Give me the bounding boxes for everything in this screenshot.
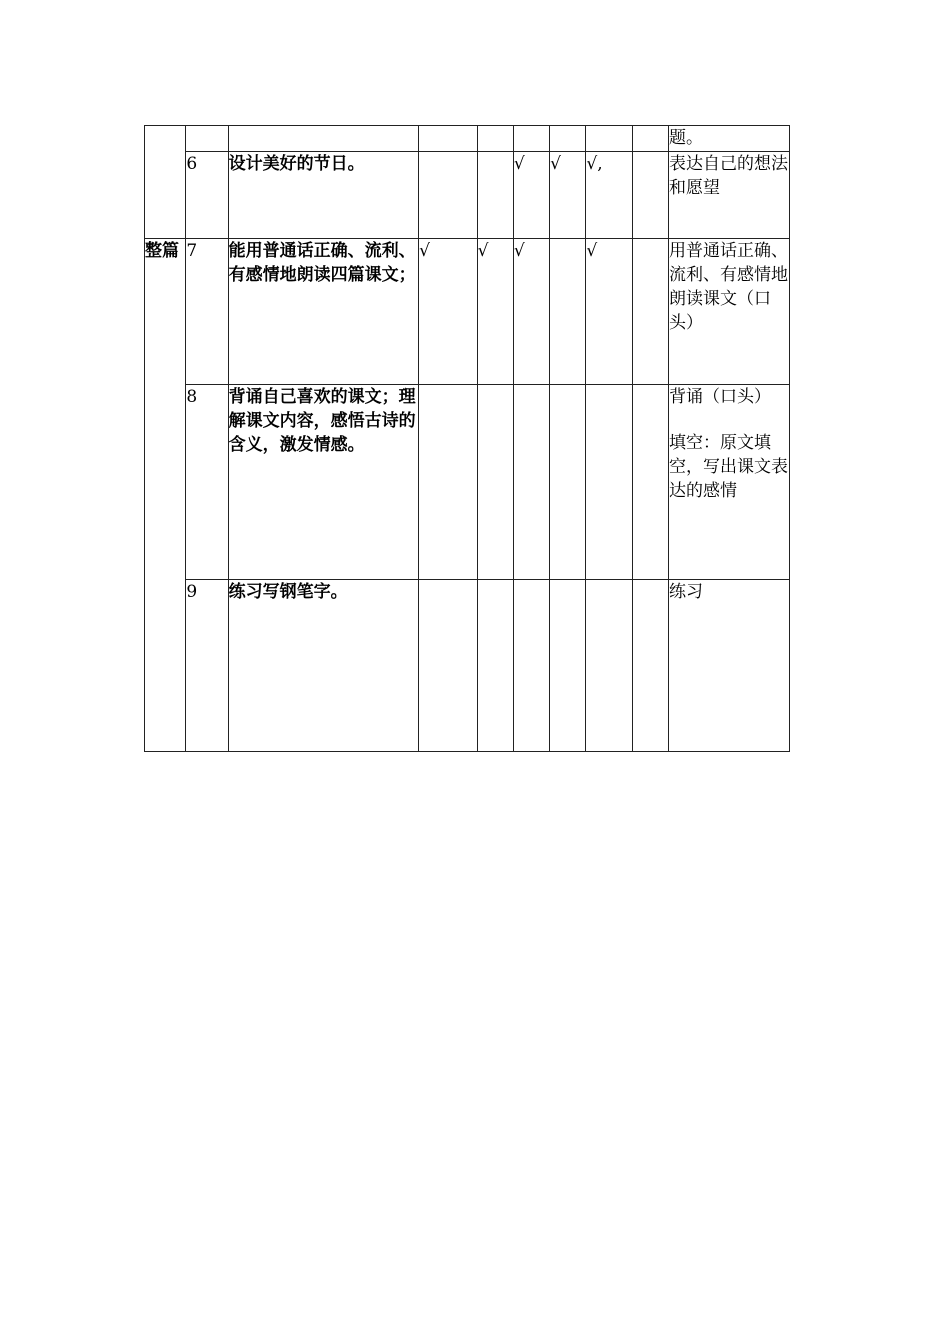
mark-cell	[477, 385, 513, 580]
table-row	[145, 239, 790, 385]
goal-cell: 练习写钢笔字。	[228, 580, 418, 752]
mark-cell	[477, 126, 513, 152]
note-cell: 题。	[669, 126, 790, 152]
mark-cell	[550, 239, 586, 385]
mark-cell	[586, 385, 632, 580]
mark-cell	[632, 239, 668, 385]
mark-cell	[550, 126, 586, 152]
mark-cell	[632, 126, 668, 152]
note-line: 背诵（口头）	[669, 387, 772, 407]
table-row	[145, 152, 790, 239]
mark-cell	[632, 580, 668, 752]
mark-cell	[550, 580, 586, 752]
goal-cell: 设计美好的节日。	[228, 152, 418, 239]
note-cell: 表达自己的想法和愿望	[669, 152, 790, 239]
mark-cell	[477, 580, 513, 752]
section-label: 整篇	[145, 239, 186, 752]
objectives-table	[144, 125, 790, 752]
mark-cell	[586, 580, 632, 752]
mark-cell	[419, 152, 477, 239]
mark-cell	[477, 152, 513, 239]
mark-cell: √	[477, 239, 513, 385]
table-row	[145, 385, 790, 580]
mark-cell	[632, 385, 668, 580]
mark-cell	[513, 580, 549, 752]
mark-cell: √	[586, 239, 632, 385]
note-line: 填空：原文填空，写出课文表达的感情	[669, 433, 789, 501]
mark-cell	[550, 385, 586, 580]
mark-cell	[513, 385, 549, 580]
row-number: 7	[186, 239, 228, 385]
note-cell: 用普通话正确、流利、有感情地朗读课文（口头）	[669, 239, 790, 385]
section-cell-empty	[145, 126, 186, 239]
row-number: 8	[186, 385, 228, 580]
goal-cell	[228, 126, 418, 152]
mark-cell	[419, 385, 477, 580]
note-cell: 练习	[669, 580, 790, 752]
mark-cell	[586, 126, 632, 152]
table-row	[145, 580, 790, 752]
mark-cell	[419, 126, 477, 152]
mark-cell	[419, 580, 477, 752]
mark-cell: √	[513, 152, 549, 239]
goal-cell: 背诵自己喜欢的课文；理解课文内容，感悟古诗的含义，激发情感。	[228, 385, 418, 580]
mark-cell	[513, 126, 549, 152]
table-row	[145, 126, 790, 152]
row-number: 6	[186, 152, 228, 239]
goal-cell: 能用普通话正确、流利、有感情地朗读四篇课文；	[228, 239, 418, 385]
mark-cell: √	[513, 239, 549, 385]
mark-cell: √	[419, 239, 477, 385]
note-cell	[669, 385, 790, 580]
row-number: 9	[186, 580, 228, 752]
mark-cell: √,	[586, 152, 632, 239]
row-number	[186, 126, 228, 152]
mark-cell	[632, 152, 668, 239]
mark-cell: √	[550, 152, 586, 239]
